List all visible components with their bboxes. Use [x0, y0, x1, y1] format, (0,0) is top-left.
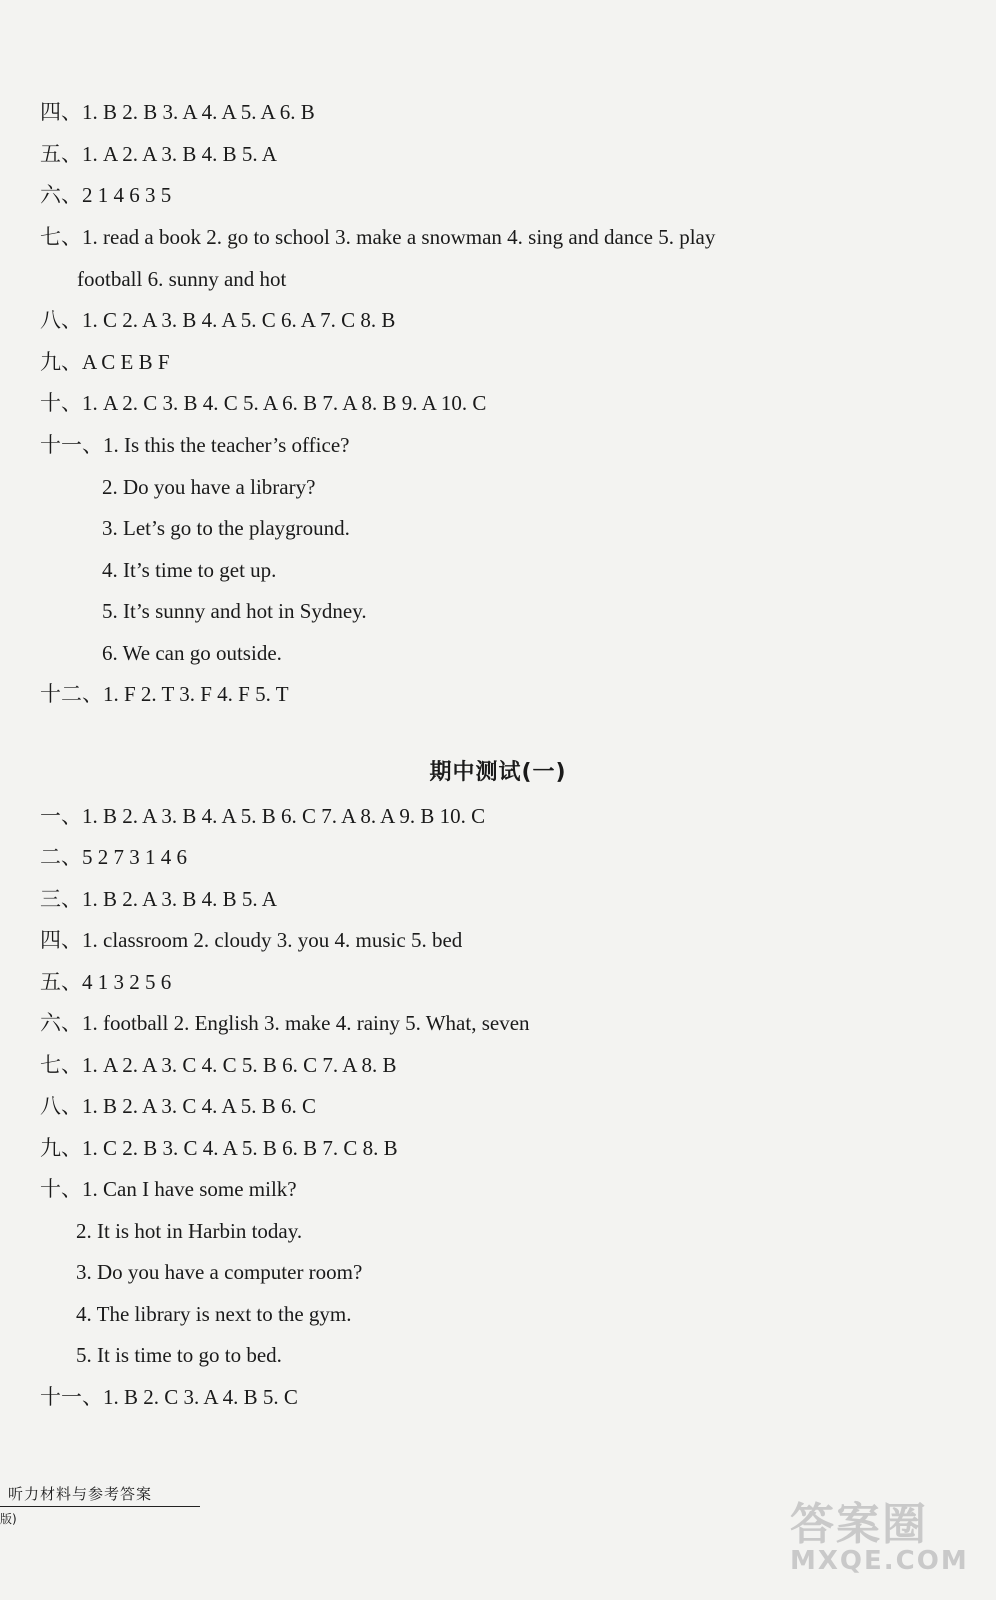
answer-line-11-5: 5. It’s sunny and hot in Sydney. [102, 599, 367, 623]
answer-line-12: 十二、1. F 2. T 3. F 4. F 5. T [40, 682, 289, 706]
midterm-line-8: 八、1. B 2. A 3. C 4. A 5. B 6. C [40, 1094, 316, 1118]
midterm-line-1: 一、1. B 2. A 3. B 4. A 5. B 6. C 7. A 8. A 9. B 10. C [40, 804, 486, 828]
midterm-line-10-3: 3. Do you have a computer room? [76, 1260, 363, 1284]
midterm-line-10-2: 2. It is hot in Harbin today. [76, 1219, 303, 1243]
answer-line-8: 八、1. C 2. A 3. B 4. A 5. C 6. A 7. C 8. B [40, 308, 396, 332]
answer-line-7: 七、1. read a book 2. go to school 3. make a snowman 4. sing and dance 5. play [40, 225, 716, 249]
answer-line-6: 六、2 1 4 6 3 5 [40, 183, 172, 207]
answer-line-11-4: 4. It’s time to get up. [102, 558, 277, 582]
midterm-title: 期中测试(一) [429, 760, 567, 785]
answer-line-11-2: 2. Do you have a library? [102, 475, 316, 499]
answer-line-11-6: 6. We can go outside. [102, 641, 282, 665]
midterm-line-4: 四、1. classroom 2. cloudy 3. you 4. music 5. bed [40, 928, 463, 952]
midterm-line-3: 三、1. B 2. A 3. B 4. B 5. A [40, 887, 277, 911]
answer-line-4: 四、1. B 2. B 3. A 4. A 5. A 6. B [40, 100, 315, 124]
answer-line-10: 十、1. A 2. C 3. B 4. C 5. A 6. B 7. A 8. B 9. A 10. C [40, 391, 487, 415]
watermark-url: MXQE.COM [790, 1546, 969, 1576]
answer-line-11-3: 3. Let’s go to the playground. [102, 516, 350, 540]
answer-line-5: 五、1. A 2. A 3. B 4. B 5. A [40, 142, 277, 166]
midterm-line-11: 十一、1. B 2. C 3. A 4. B 5. C [40, 1385, 298, 1409]
midterm-line-9: 九、1. C 2. B 3. C 4. A 5. B 6. B 7. C 8. B [40, 1136, 398, 1160]
midterm-line-10-4: 4. The library is next to the gym. [76, 1302, 352, 1326]
answer-line-9: 九、A C E B F [40, 350, 170, 374]
midterm-line-5: 五、4 1 3 2 5 6 [40, 970, 172, 994]
midterm-line-10: 十、1. Can I have some milk? [40, 1177, 297, 1201]
midterm-line-6: 六、1. football 2. English 3. make 4. rainy 5. What, seven [40, 1011, 530, 1035]
midterm-line-2: 二、5 2 7 3 1 4 6 [40, 845, 187, 869]
footer-divider [0, 1506, 200, 1507]
watermark-text: 答案圈 [790, 1499, 928, 1550]
page-footer: 听力材料与参考答案 [8, 1485, 153, 1503]
midterm-line-10-5: 5. It is time to go to bed. [76, 1343, 282, 1367]
footer-tag: 版) [0, 1512, 17, 1526]
answer-line-7-cont: football 6. sunny and hot [77, 267, 287, 291]
midterm-line-7: 七、1. A 2. A 3. C 4. C 5. B 6. C 7. A 8. B [40, 1053, 397, 1077]
watermark-logo [790, 1488, 980, 1588]
answer-line-11: 十一、1. Is this the teacher’s office? [40, 433, 350, 457]
